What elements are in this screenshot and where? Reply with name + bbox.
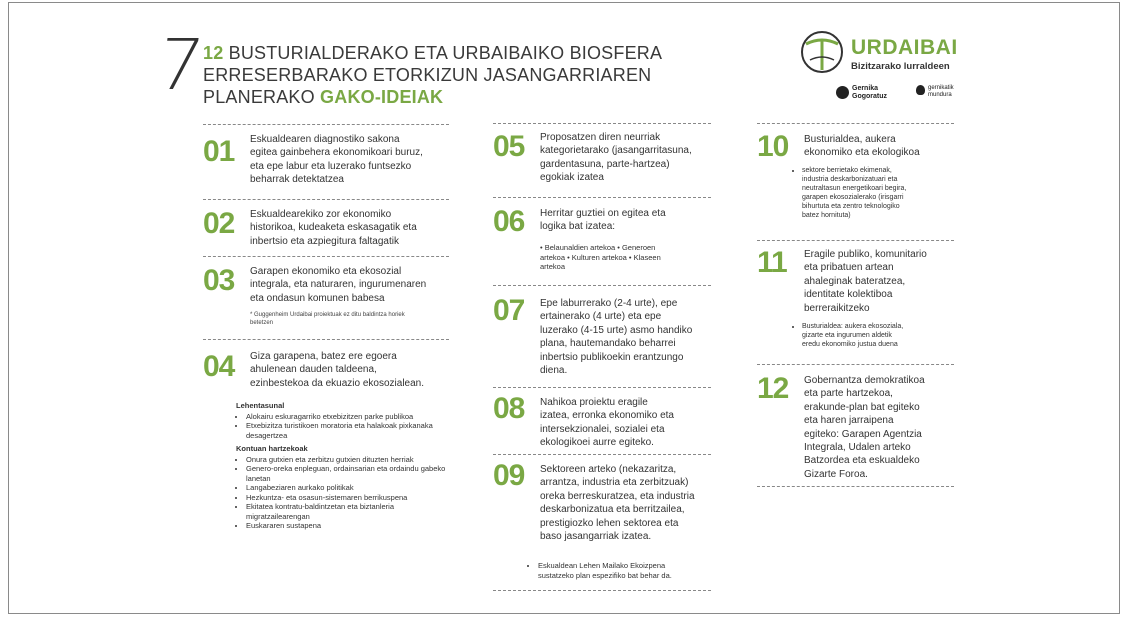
item-number-05: 05 xyxy=(493,130,525,163)
item-bullets-11 xyxy=(788,322,966,349)
globe-icon xyxy=(800,30,844,74)
title-highlight: GAKO-IDEIAK xyxy=(320,87,444,107)
list-item: • Langabeziaren aurkako politikak xyxy=(246,483,447,493)
page-title xyxy=(203,42,723,108)
item-bullets-10 xyxy=(788,166,966,220)
item-number-02: 02 xyxy=(203,207,235,240)
item-text-11: Eragile publiko, komunitario eta pribatuen artean ahaleginak bateratzea, identitate kolektiboa berreraikitzeko xyxy=(804,249,927,314)
list-item: • Busturialdea: aukera ekosoziala, gizarte eta ingurumen aldetik eredu ekonomiko justua duena xyxy=(802,322,966,349)
item-text-10: Busturialdea, aukera ekonomiko eta ekologikoa xyxy=(804,134,920,159)
item-number-04: 04 xyxy=(203,350,235,383)
item-text-09: Sektoreen arteko (nekazaritza, arrantza, industria eta zerbitzuak) oreka berreskuratzea, eta industria deskarbonizatua eta berritzailea, prestigiozko lehen sektorea eta baso jasangarriak izatea. xyxy=(540,464,695,543)
list-item: • Alokairu eskuragarriko etxebizitzen parke publikoa xyxy=(246,412,447,422)
gernika-gogoratuz-icon xyxy=(836,86,849,99)
partner-gernika-gogoratuz: Gernika Gogoratuz xyxy=(852,85,887,101)
list-item: • Etxebizitza turistikoen moratoria eta halakoak pixkanaka desagertzea xyxy=(246,421,447,440)
item-text-04: Giza garapena, batez ere egoera ahulenean dauden taldeena, ezinbestekoa da ekuazio ekosozialean. xyxy=(250,351,425,389)
divider xyxy=(493,590,711,591)
item-number-01: 01 xyxy=(203,135,235,168)
item-text-07: Epe laburrerako (2-4 urte), epe ertainerako (4 urte) eta epe luzerako (4-15 urte) asmo handiko plana, hautemandako beharrei inbertsio publikoekin erantzungo diena. xyxy=(540,298,693,377)
divider xyxy=(757,240,954,241)
item-text-05: Proposatzen diren neurriak kategorietarako (jasangarritasuna, gardentasuna, parte-hartzea) egokiak izatea xyxy=(540,132,692,184)
divider xyxy=(203,256,449,257)
divider xyxy=(493,454,711,455)
item-text-08: Nahikoa proiektu eragile izatea, erronka ekonomiko eta intersekzionalei, sozialei eta ekologikoei aurre egiteko. xyxy=(540,397,674,449)
list-item: • Onura gutxien eta zerbitzu gutxien dituzten herriak xyxy=(246,455,447,465)
item-sub-06: • Belaunaldien artekoa • Generoen artekoa • Kulturen artekoa • Klaseen artekoa xyxy=(540,243,661,271)
list-item: • Hezkuntza- eta osasun-sistemaren berrikuspena xyxy=(246,493,447,503)
divider xyxy=(757,364,954,365)
title-line2: ERRESERBARAKO ETORKIZUN JASANGARRIAREN xyxy=(203,65,652,85)
list-item: • Genero-oreka enpleguan, ordainsarian eta ordaindu gabeko lanetan xyxy=(246,464,447,483)
title-line3: PLANERAKO xyxy=(203,87,321,107)
item-bullets-09 xyxy=(524,561,724,580)
divider xyxy=(757,486,954,487)
logo-subtitle: Bizitzarako lurraldeen xyxy=(851,61,950,72)
item-text-06: Herritar guztiei on egitea eta logika bat izatea: xyxy=(540,208,666,233)
chapter-number: 7 xyxy=(152,24,209,106)
partner-gernikatik-mundura: gernikatik mundura xyxy=(928,85,954,99)
urdaibai-logo xyxy=(800,30,990,110)
item-number-10: 10 xyxy=(757,130,789,163)
item-number-07: 07 xyxy=(493,294,525,327)
bulb-icon xyxy=(916,85,925,95)
item-details-04 xyxy=(232,397,447,531)
item-number-03: 03 xyxy=(203,264,235,297)
list-item: • sektore berrietako ekimenak, industria deskarbonizatuari eta neutraltasun energetikoari begira, garapen ekosozialerako (irisgarri bihurtuta eta zentro teknologiko batez hornituta) xyxy=(802,166,966,220)
list-item: • Ekitatea kontratu-baldintzetan eta biztanleria migratzailearengan xyxy=(246,502,447,521)
list-item: • Euskararen sustapena xyxy=(246,521,447,531)
divider xyxy=(203,199,449,200)
item-number-11: 11 xyxy=(757,246,787,279)
divider xyxy=(493,197,711,198)
item-text-12: Gobernantza demokratikoa eta parte hartzekoa, erakunde-plan bat egiteko eta haren jarraipena egiteko: Garapen Agentzia Integrala, Udalen arteko Batzordea eta eskualdeko Gizarte Foroa. xyxy=(804,375,925,480)
item-text-02: Eskualdearekiko zor ekonomiko historikoa, kudeaketa eskasagatik eta inbertsio eta azpiegitura faltagatik xyxy=(250,209,417,247)
divider xyxy=(493,123,711,124)
list-item: • Eskualdean Lehen Mailako Ekoizpena sustatzeko plan espezifiko bat behar da. xyxy=(538,561,724,580)
title-line1: BUSTURIALDERAKO ETA URBAIBAIKO BIOSFERA xyxy=(223,43,663,63)
title-number: 12 xyxy=(203,43,224,63)
item-number-12: 12 xyxy=(757,372,789,405)
considerations-heading: Kontuan hartzekoak xyxy=(236,444,308,453)
priorities-heading: Lehentasunal xyxy=(236,401,285,410)
logo-name: URDAIBAI xyxy=(851,36,958,59)
item-number-09: 09 xyxy=(493,459,525,492)
item-number-06: 06 xyxy=(493,205,525,238)
item-note-03: * Guggenheim Urdaibai proiektuak ez ditu baldintza horiek betetzen xyxy=(250,312,405,326)
divider xyxy=(203,124,449,125)
item-number-08: 08 xyxy=(493,392,525,425)
divider xyxy=(203,339,449,340)
item-text-03: Garapen ekonomiko eta ekosozial integrala, eta naturaren, ingurumenaren eta ondasun komunen babesa xyxy=(250,266,427,304)
divider xyxy=(757,123,954,124)
item-text-01: Eskualdearen diagnostiko sakona egitea gainbehera ekonomikoari buruz, eta epe labur eta luzerako funtsezko beharrak detektatzea xyxy=(250,134,423,186)
divider xyxy=(493,285,711,286)
divider xyxy=(493,387,711,388)
